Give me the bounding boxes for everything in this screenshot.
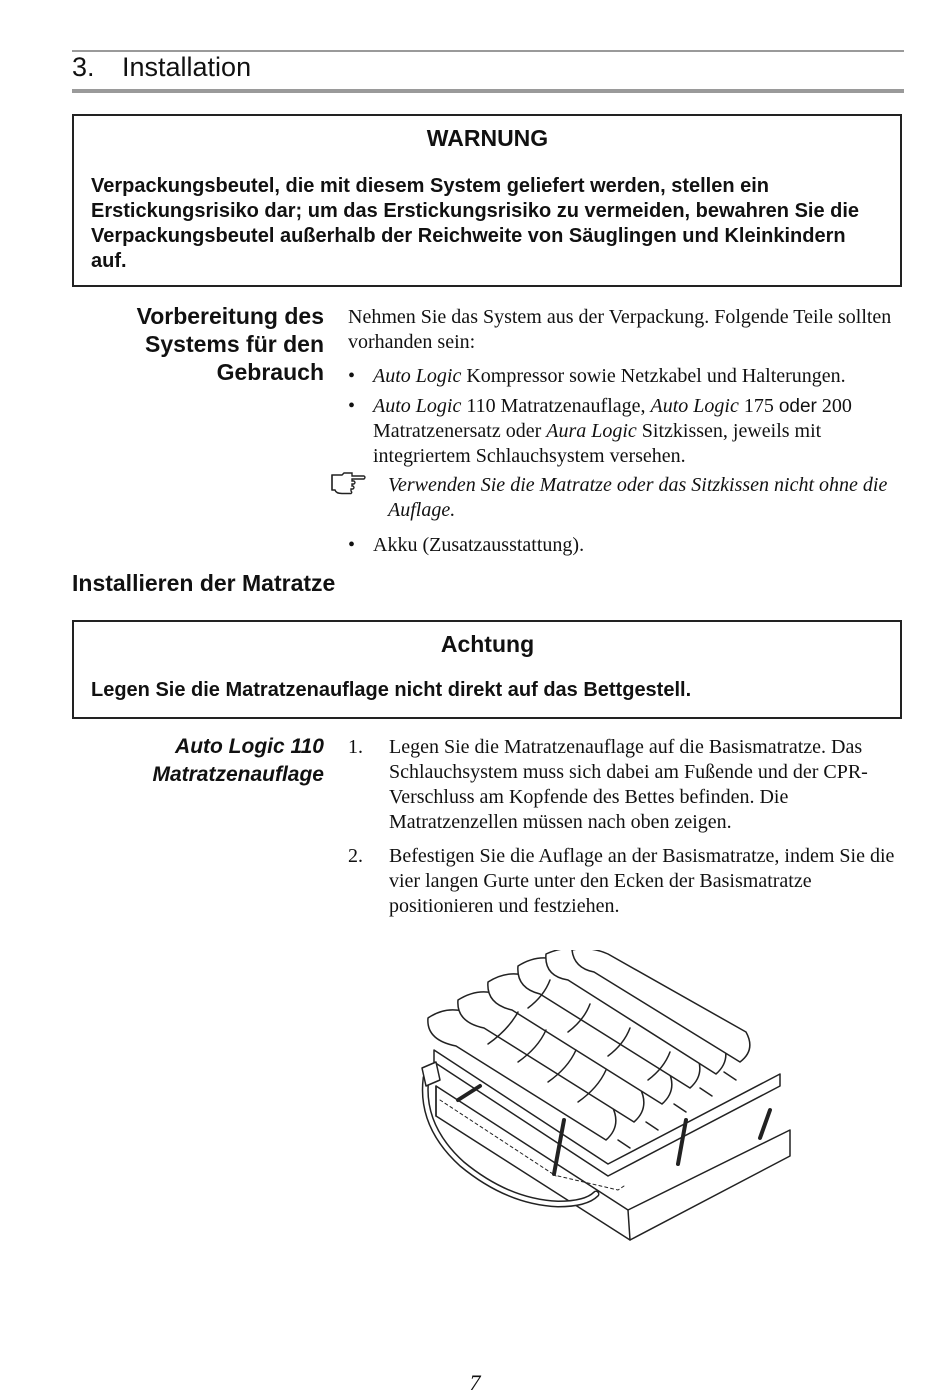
bullet-dot: • (348, 395, 356, 417)
overlay-heading (152, 733, 324, 789)
preparation-intro: Nehmen Sie das System aus der Verpackung. Folgende Teile sollten vorhanden sein: (348, 306, 892, 353)
note (330, 473, 910, 523)
section-number: 3. (72, 52, 95, 82)
brand-auto-logic: Auto Logic (373, 365, 462, 387)
section-title (72, 52, 251, 83)
overlay-heading-line1: Auto Logic 110 (175, 735, 324, 758)
page-number: 7 (469, 1370, 481, 1395)
overlay-heading-line2: Matratzenauflage (152, 763, 324, 786)
brand-aura-logic: Aura Logic (546, 420, 637, 442)
pointing-hand-icon (330, 471, 366, 501)
warning-text: Verpackungsbeutel, die mit diesem System geliefert werden, stellen ein Erstickungsrisiko dar; um das Erstickungsrisiko zu vermeiden, bewahren Sie die Verpackungsbeutel außerhalb der Reichweite von Säuglingen und Kleinkindern auf. (91, 175, 860, 272)
preparation-heading-line1: Vorbereitung des (136, 303, 324, 329)
bullet-compressor-text: Kompressor sowie Netzkabel und Halterungen. (461, 365, 846, 387)
bullet-dot: • (348, 365, 356, 387)
caution-text: Legen Sie die Matratzenauflage nicht direkt auf das Bettgestell. (91, 679, 692, 701)
step-number: 1. (348, 736, 363, 758)
bullet-battery (348, 533, 908, 558)
brand-auto-logic: Auto Logic (373, 395, 462, 417)
bullet-mattress-text-2: 175 (738, 395, 779, 417)
warning-title: WARNUNG (426, 125, 549, 151)
pointing-hand-svg (330, 471, 366, 495)
step-text: Legen Sie die Matratzenauflage auf die Basismatratze. Das Schlauchsystem muss sich dabei am Fußende und der CPR-Verschluss am Kopfende des Bettes befinden. Die Matratzenzellen müssen nach oben zeigen. (389, 736, 868, 833)
caution-box (72, 620, 902, 719)
bullet-mattress-oder: oder (778, 396, 817, 417)
preparation-heading (137, 302, 324, 386)
step-1 (348, 735, 908, 835)
note-text: Verwenden Sie die Matratze oder das Sitzkissen nicht ohne die Auflage. (388, 474, 888, 521)
brand-auto-logic: Auto Logic (650, 395, 739, 417)
bullet-mattress (348, 394, 908, 469)
step-text: Befestigen Sie die Auflage an der Basismatratze, indem Sie die vier langen Gurte unter den Ecken der Basismatratze positionieren und festziehen. (389, 845, 895, 917)
preparation-heading-line2: Systems für den (145, 331, 324, 357)
step-number: 2. (348, 845, 363, 867)
bullet-mattress-text-1: 110 Matratzenauflage, (461, 395, 651, 417)
install-heading: Installieren der Matratze (72, 570, 336, 596)
header-rule-bottom (72, 89, 904, 93)
caution-title: Achtung (440, 631, 535, 657)
bullet-mattress-text-3: 200 Matratzenersatz oder (373, 395, 852, 442)
step-2 (348, 844, 908, 919)
preparation-heading-line3: Gebrauch (216, 359, 324, 385)
bullet-dot: • (348, 534, 356, 556)
bullet-battery-text: Akku (Zusatzausstattung). (373, 534, 585, 556)
bullet-mattress-text-4: Sitzkissen, jeweils mit integriertem Schlauchsystem versehen. (373, 420, 822, 467)
bullet-compressor (348, 364, 908, 389)
section-title-text: Installation (122, 52, 252, 82)
mattress-overlay-illustration (418, 950, 798, 1270)
warning-box (72, 114, 902, 287)
